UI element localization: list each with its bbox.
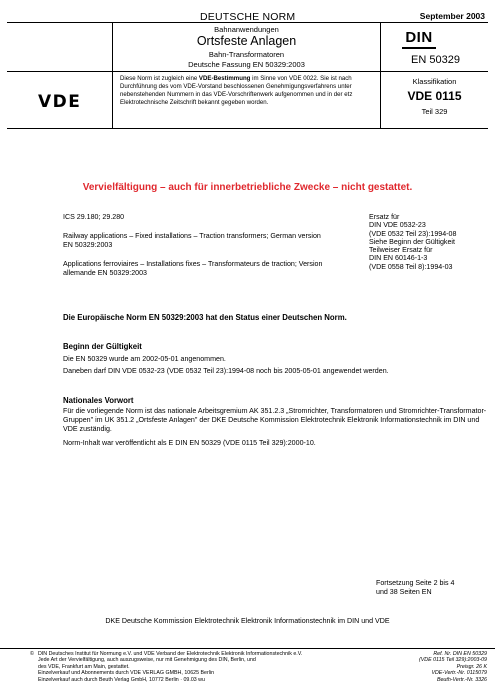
title-french: Applications ferroviaires – Installations fixes – Transformateurs de traction; Version allemande EN 50329:2003: [63, 260, 323, 277]
title-english: Railway applications – Fixed installations – Traction transformers; German version EN 50329:2003: [63, 232, 321, 249]
validity-text-1: Die EN 50329 wurde am 2002-05-01 angenommen.: [63, 355, 226, 363]
reproduction-warning: Vervielfältigung – auch für innerbetriebliche Zwecke – nicht gestattet.: [82, 182, 413, 193]
replacement-line: (VDE 0532 Teil 23):1994-08: [369, 229, 457, 238]
validity-text-2: Daneben darf DIN VDE 0532-23 (VDE 0532 Teil 23):1994-08 noch bis 2005-05-01 angewendet werden.: [63, 367, 389, 375]
din-standard-number: EN 50329: [411, 54, 460, 66]
validity-heading: Beginn der Gültigkeit: [63, 342, 142, 351]
norm-type-label: DEUTSCHE NORM: [200, 11, 296, 23]
footer-legal-line: DIN Deutsches Institut für Normung e.V. und VDE Verband der Elektrotechnik Elektronik Informationstechnik e.V.: [38, 651, 303, 657]
ics-codes: ICS 29.180; 29.280: [63, 213, 125, 221]
vde-notice-pre: Diese Norm ist zugleich eine: [120, 75, 199, 82]
footer-legal: [38, 651, 398, 683]
footer-legal-line: Einzelverkauf auch durch Beuth Verlag GmbH, 10772 Berlin · 09.03 wu: [38, 676, 205, 683]
footer-legal-line: des VDE, Frankfurt am Main, gestattet.: [38, 663, 130, 670]
vde-notice-bold: VDE-Bestimmung: [198, 75, 251, 82]
title-block-divider-middle: [7, 71, 488, 72]
classification-label: Klassifikation: [412, 77, 457, 86]
replacement-line: DIN VDE 0532-23: [369, 221, 426, 230]
continuation-note: [376, 579, 454, 597]
vde-logo: VDE: [38, 92, 82, 112]
classification-number: VDE 0115: [407, 89, 462, 103]
document-version: Deutsche Fassung EN 50329:2003: [188, 60, 305, 69]
footer-ref-line: Preisgr. 26 K: [456, 663, 487, 670]
foreword-paragraph-1: Für die vorliegende Norm ist das nationale Arbeitsgremium AK 351.2.3 „Stromrichter, Transformatoren und Stromrichter-Transformator-Gruppen" im UK 351.2 „Ortsfeste Anlagen" der DKE Deutsche Kommission Elektrotechnik Elektronik Informationstechnik im DIN und VDE zuständig.: [63, 407, 487, 433]
footer-ref-line: Beuth-Vertr.-Nr. 3326: [436, 676, 487, 683]
footer-reference: [419, 651, 487, 683]
footer-ref-line: Ref. Nr. DIN EN 50329: [433, 651, 487, 657]
footer-ref-line: VDE-Vertr.-Nr. 0115079: [431, 670, 487, 677]
footer-legal-line: Einzelverkauf und Abonnements durch VDE VERLAG GMBH, 10625 Berlin: [38, 670, 215, 677]
footer-legal-line: Jede Art der Vervielfältigung, auch auszugsweise, nur mit Genehmigung des DIN, Berlin, und: [38, 657, 256, 664]
replacement-line: Siehe Beginn der Gültigkeit: [369, 237, 455, 246]
copyright-symbol: ©: [30, 651, 34, 657]
replacement-line: Teilweiser Ersatz für: [369, 246, 433, 255]
din-logo-underline: [402, 47, 436, 49]
title-category: Bahnanwendungen: [214, 25, 279, 34]
replacement-line: Ersatz für: [369, 213, 400, 221]
classification-part: Teil 329: [421, 107, 448, 116]
din-logo-text: DIN: [405, 29, 433, 46]
continuation-line-2: und 38 Seiten EN: [376, 588, 432, 596]
din-logo: [402, 29, 436, 49]
dke-line: DKE Deutsche Kommission Elektrotechnik Elektronik Informationstechnik im DIN und VDE: [105, 617, 390, 625]
vde-notice: [120, 75, 375, 107]
footer-ref-line: (VDE 0115 Teil 329):2003-09: [418, 657, 487, 664]
continuation-line-1: Fortsetzung Seite 2 bis 4: [376, 579, 455, 587]
document-subtitle: Bahn-Transformatoren: [208, 50, 285, 59]
footer-divider: [0, 648, 495, 649]
foreword-paragraph-2: Norm-Inhalt war veröffentlicht als E DIN EN 50329 (VDE 0115 Teil 329):2000-10.: [63, 439, 316, 447]
foreword-heading: Nationales Vorwort: [63, 396, 134, 405]
replacement-info: [369, 213, 489, 271]
document-title: Ortsfeste Anlagen: [196, 34, 297, 48]
replacement-line: DIN EN 60146-1-3: [369, 254, 428, 263]
status-statement: Die Europäische Norm EN 50329:2003 hat den Status einer Deutschen Norm.: [63, 313, 347, 322]
vde-notice-post: im Sinne von VDE 0022. Sie ist nach Durchführung des vom VDE-Vorstand beschlossenen Genehmigungsverfahrens unter nebenstehenden Nummern in das VDE-Vorschriftenwerk aufgenommen und in der etz Elektrotechnische Zeitschrift bekannt gegeben worden.: [120, 75, 353, 106]
publication-date: September 2003: [419, 11, 485, 21]
replacement-line: (VDE 0558 Teil 8):1994-03: [369, 262, 453, 271]
